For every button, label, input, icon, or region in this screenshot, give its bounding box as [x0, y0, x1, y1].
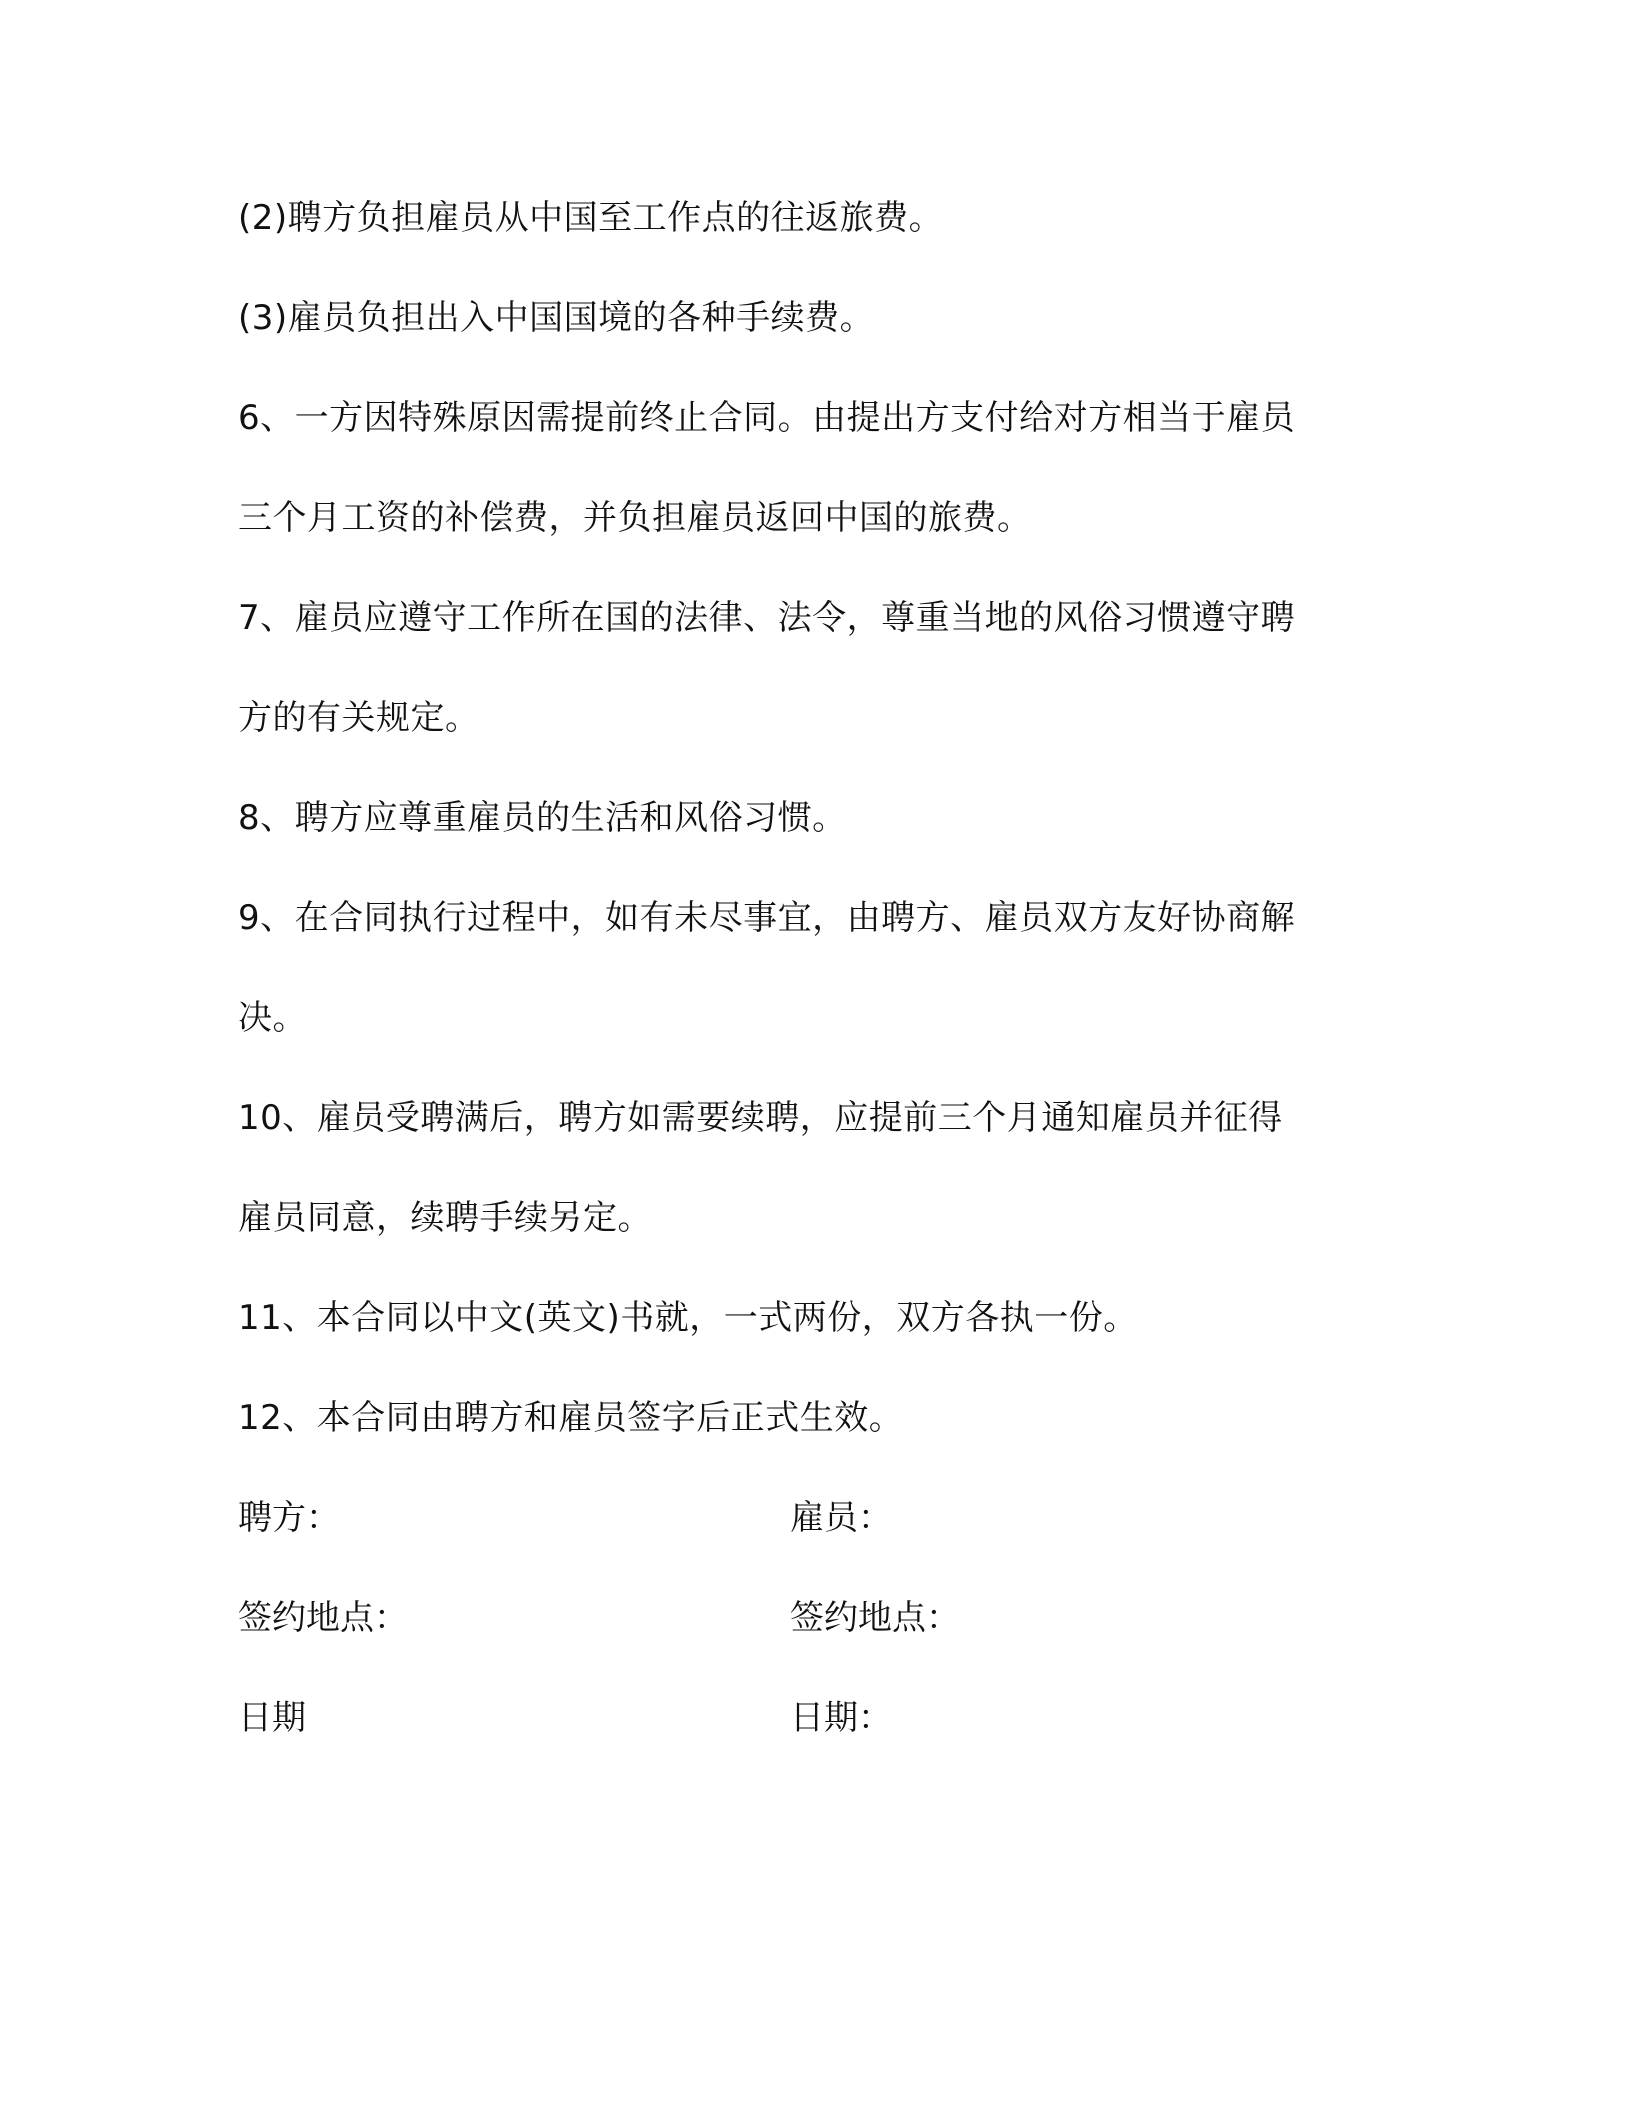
- paragraph-line: 8、聘方应尊重雇员的生活和风俗习惯。: [238, 798, 847, 838]
- paragraph-line: (3)雇员负担出入中国国境的各种手续费。: [238, 298, 875, 338]
- paragraph-line: 三个月工资的补偿费，并负担雇员返回中国的旅费。: [238, 498, 1032, 538]
- paragraph-line: 9、在合同执行过程中，如有未尽事宜，由聘方、雇员双方友好协商解: [238, 898, 1296, 938]
- paragraph-line: 方的有关规定。: [238, 698, 480, 738]
- date-right: 日期：: [790, 1698, 892, 1738]
- paragraph-line: 雇员同意，续聘手续另定。: [238, 1198, 652, 1238]
- signing-place-right: 签约地点：: [790, 1598, 960, 1638]
- paragraph-line: 12、本合同由聘方和雇员签字后正式生效。: [238, 1398, 904, 1438]
- paragraph-line: 7、雇员应遵守工作所在国的法律、法令，尊重当地的风俗习惯遵守聘: [238, 598, 1296, 638]
- paragraph-line: 决。: [238, 998, 307, 1038]
- paragraph-line: 11、本合同以中文(英文)书就，一式两份，双方各执一份。: [238, 1298, 1138, 1338]
- employer-label: 聘方：: [238, 1498, 340, 1538]
- signing-place-left: 签约地点：: [238, 1598, 408, 1638]
- paragraph-line: (2)聘方负担雇员从中国至工作点的往返旅费。: [238, 198, 944, 238]
- employee-label: 雇员：: [790, 1498, 892, 1538]
- paragraph-line: 6、一方因特殊原因需提前终止合同。由提出方支付给对方相当于雇员: [238, 398, 1296, 438]
- paragraph-line: 10、雇员受聘满后，聘方如需要续聘，应提前三个月通知雇员并征得: [238, 1098, 1283, 1138]
- date-left: 日期: [238, 1698, 306, 1738]
